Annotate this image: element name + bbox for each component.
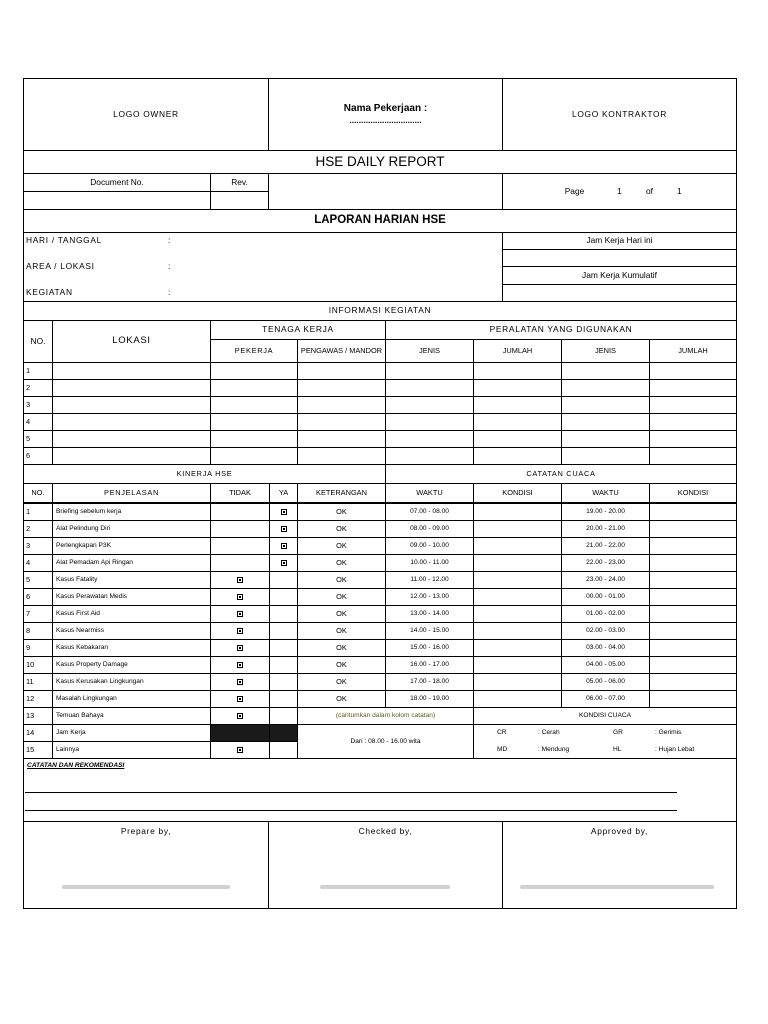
- info-row-cell: [210, 362, 298, 380]
- cuaca-kondisi-2: [649, 588, 737, 606]
- kinerja-row-ya: [269, 588, 298, 606]
- approved-signature-line: [520, 885, 714, 889]
- catatan-line-1: [25, 792, 677, 793]
- cuaca-col-kondisi-2: KONDISI: [649, 483, 737, 503]
- kinerja-row-tidak: [210, 622, 270, 640]
- cuaca-waktu-2: 23.00 - 24.00: [561, 571, 650, 589]
- kinerja-row-tidak: [210, 656, 270, 674]
- row14-tidak-filled: [210, 724, 270, 742]
- kinerja-row-text: Masalah Lingkungan: [52, 690, 211, 708]
- catatan-line-2: [25, 810, 677, 811]
- row15-text: Lainnya: [52, 741, 211, 759]
- cuaca-kondisi-1: [473, 605, 562, 623]
- info-row-cell: [473, 362, 562, 380]
- legend-code-md: MD: [497, 746, 508, 754]
- kinerja-row-ya: [269, 639, 298, 657]
- row13-note: (cantumkan dalam kolom catatan): [297, 707, 474, 725]
- info-row-cell: [297, 396, 386, 414]
- cuaca-kondisi-1: [473, 571, 562, 589]
- kinerja-row-no: 3: [23, 537, 53, 555]
- kinerja-row-keterangan: OK: [297, 656, 386, 674]
- kinerja-row-tidak: [210, 673, 270, 691]
- jam-kerja-kumulatif-value: [502, 284, 737, 302]
- kinerja-row-text: Alat Pemadam Api Ringan: [52, 554, 211, 572]
- kinerja-row-ya: [269, 537, 298, 555]
- page-number: 1: [617, 185, 622, 196]
- kinerja-row-no: 11: [23, 673, 53, 691]
- info-row-cell: [561, 362, 650, 380]
- info-row-cell: [385, 413, 474, 431]
- jumlah-header-1: JUMLAH: [473, 339, 562, 363]
- kinerja-row-no: 2: [23, 520, 53, 538]
- row15-tidak: [210, 741, 270, 759]
- cuaca-col-kondisi-1: KONDISI: [473, 483, 562, 503]
- cuaca-kondisi-1: [473, 690, 562, 708]
- cuaca-kondisi-2: [649, 554, 737, 572]
- cuaca-kondisi-1: [473, 520, 562, 538]
- cuaca-kondisi-2: [649, 571, 737, 589]
- info-row-cell: [210, 396, 298, 414]
- cuaca-kondisi-2: [649, 605, 737, 623]
- cuaca-waktu-2: 04.00 - 05.00: [561, 656, 650, 674]
- kinerja-row-ya: [269, 673, 298, 691]
- jam-kerja-kumulatif-label: Jam Kerja Kumulatif: [502, 266, 737, 285]
- kinerja-row-no: 10: [23, 656, 53, 674]
- kinerja-row-ya: [269, 571, 298, 589]
- kinerja-row-tidak: [210, 605, 270, 623]
- kinerja-row-text: Kasus Nearmiss: [52, 622, 211, 640]
- info-row-cell: [385, 396, 474, 414]
- legend-desc-cr: : Cerah: [538, 729, 560, 737]
- info-row-no: 6: [23, 447, 53, 465]
- info-row-cell: [649, 430, 737, 448]
- cuaca-waktu-1: 11.00 - 12.00: [385, 571, 474, 589]
- cuaca-kondisi-2: [649, 622, 737, 640]
- cuaca-waktu-2: 01.00 - 02.00: [561, 605, 650, 623]
- checked-signature-line: [320, 885, 450, 889]
- info-row-cell: [473, 413, 562, 431]
- legend-desc-hl: : Hujan Lebat: [655, 746, 695, 754]
- rev-label: Rev.: [210, 173, 269, 192]
- cuaca-waktu-1: 17.00 - 18.00: [385, 673, 474, 691]
- cuaca-waktu-1: 09.00 - 10.00: [385, 537, 474, 555]
- hari-tanggal-label: HARI / TANGGAL: [26, 235, 103, 246]
- checkbox-icon: [237, 662, 243, 668]
- info-row-cell: [649, 413, 737, 431]
- cuaca-waktu-2: 21.00 - 22.00: [561, 537, 650, 555]
- info-row-no: 2: [23, 379, 53, 397]
- cuaca-waktu-1: 08.00 - 09.00: [385, 520, 474, 538]
- info-row-lokasi: [52, 379, 211, 397]
- kinerja-row-no: 5: [23, 571, 53, 589]
- document-no-value: [23, 191, 211, 210]
- legend-code-gr: GR: [613, 729, 623, 737]
- kinerja-row-no: 8: [23, 622, 53, 640]
- jumlah-header-2: JUMLAH: [649, 339, 737, 363]
- page-counter: [502, 173, 737, 210]
- kinerja-row-text: Alat Pelindung Diri: [52, 520, 211, 538]
- checkbox-icon: [237, 679, 243, 685]
- info-row-cell: [297, 430, 386, 448]
- jam-kerja-hari-ini-value: [502, 249, 737, 267]
- info-row-cell: [210, 447, 298, 465]
- info-row-lokasi: [52, 430, 211, 448]
- kinerja-row-tidak: [210, 639, 270, 657]
- cuaca-waktu-1: 13.00 - 14.00: [385, 605, 474, 623]
- catatan-cuaca-title: CATATAN CUACA: [385, 464, 737, 484]
- info-row-cell: [561, 413, 650, 431]
- kinerja-row-text: Perlengkapan P3K: [52, 537, 211, 555]
- info-row-cell: [385, 430, 474, 448]
- kinerja-row-text: Kasus Kebakaran: [52, 639, 211, 657]
- cuaca-waktu-2: 22.00 - 23.00: [561, 554, 650, 572]
- row14-text: Jam Kerja: [52, 724, 211, 742]
- peralatan-header: PERALATAN YANG DIGUNAKAN: [385, 320, 737, 340]
- kinerja-row-ya: [269, 503, 298, 521]
- approved-by-label: Approved by,: [590, 826, 649, 837]
- legend-desc-md: : Mendung: [538, 746, 570, 754]
- cuaca-kondisi-2: [649, 639, 737, 657]
- cuaca-waktu-2: 19.00 - 20.00: [561, 503, 650, 521]
- kinerja-row-no: 12: [23, 690, 53, 708]
- info-row-lokasi: [52, 396, 211, 414]
- job-name-label: Nama Pekerjaan :: [343, 102, 428, 114]
- info-row-cell: [297, 413, 386, 431]
- row15-ya: [269, 741, 298, 759]
- pekerja-header: PEKERJA: [210, 339, 298, 363]
- checkbox-icon: [281, 543, 287, 549]
- cuaca-kondisi-1: [473, 622, 562, 640]
- jenis-header-2: JENIS: [561, 339, 650, 363]
- legend-code-hl: HL: [613, 746, 622, 754]
- document-no-label: Document No.: [23, 173, 211, 192]
- kinerja-row-text: Kasus Perawatan Medis: [52, 588, 211, 606]
- checkbox-icon: [237, 577, 243, 583]
- checkbox-icon: [281, 509, 287, 515]
- legend-code-cr: CR: [497, 729, 507, 737]
- checkbox-icon: [237, 713, 243, 719]
- info-row-cell: [210, 379, 298, 397]
- cuaca-kondisi-2: [649, 503, 737, 521]
- info-row-cell: [473, 430, 562, 448]
- info-row-lokasi: [52, 413, 211, 431]
- info-row-cell: [473, 447, 562, 465]
- area-lokasi-colon: :: [168, 261, 171, 272]
- kinerja-col-keterangan: KETERANGAN: [297, 483, 386, 503]
- kinerja-row-ya: [269, 520, 298, 538]
- hari-tanggal-colon: :: [168, 235, 171, 246]
- kinerja-row-no: 4: [23, 554, 53, 572]
- kinerja-row-no: 1: [23, 503, 53, 521]
- page-label: Page: [564, 185, 585, 196]
- info-row-cell: [561, 396, 650, 414]
- cuaca-waktu-1: 14.00 - 15.00: [385, 622, 474, 640]
- info-row-no: 4: [23, 413, 53, 431]
- info-row-no: 1: [23, 362, 53, 380]
- kinerja-row-ya: [269, 622, 298, 640]
- info-row-no: 3: [23, 396, 53, 414]
- cuaca-waktu-1: 18.00 - 19.00: [385, 690, 474, 708]
- row13-tidak: [210, 707, 270, 725]
- cuaca-kondisi-2: [649, 690, 737, 708]
- checkbox-icon: [237, 611, 243, 617]
- cuaca-waktu-1: 16.00 - 17.00: [385, 656, 474, 674]
- kinerja-row-keterangan: OK: [297, 605, 386, 623]
- cuaca-kondisi-1: [473, 503, 562, 521]
- kinerja-row-text: Kasus Property Damage: [52, 656, 211, 674]
- kinerja-row-no: 7: [23, 605, 53, 623]
- kinerja-row-ya: [269, 605, 298, 623]
- kinerja-hse-title: KINERJA HSE: [23, 464, 386, 484]
- info-row-cell: [473, 396, 562, 414]
- kinerja-row-ya: [269, 656, 298, 674]
- kinerja-row-ya: [269, 690, 298, 708]
- info-row-cell: [210, 413, 298, 431]
- row14-no: 14: [23, 724, 53, 742]
- logo-contractor: LOGO KONTRAKTOR: [502, 78, 737, 151]
- kinerja-col-tidak: TIDAK: [210, 483, 270, 503]
- informasi-kegiatan-title: INFORMASI KEGIATAN: [23, 301, 737, 321]
- info-row-cell: [385, 447, 474, 465]
- cuaca-waktu-2: 02.00 - 03.00: [561, 622, 650, 640]
- checkbox-icon: [237, 645, 243, 651]
- cuaca-waktu-2: 03.00 - 04.00: [561, 639, 650, 657]
- info-row-cell: [385, 379, 474, 397]
- jam-kerja-dari: Dari : 08.00 - 16.00 wita: [297, 724, 474, 759]
- info-row-cell: [561, 430, 650, 448]
- info-col-no: NO.: [23, 320, 53, 363]
- cuaca-waktu-1: 07.00 - 08.00: [385, 503, 474, 521]
- cuaca-waktu-1: 12.00 - 13.00: [385, 588, 474, 606]
- info-row-cell: [385, 362, 474, 380]
- kinerja-row-keterangan: OK: [297, 622, 386, 640]
- kinerja-col-no: NO.: [23, 483, 53, 503]
- kinerja-row-keterangan: OK: [297, 554, 386, 572]
- cuaca-col-waktu-2: WAKTU: [561, 483, 650, 503]
- logo-owner: LOGO OWNER: [23, 78, 269, 151]
- kinerja-row-text: Kasus First Aid: [52, 605, 211, 623]
- cuaca-waktu-2: 20.00 - 21.00: [561, 520, 650, 538]
- cuaca-waktu-2: 05.00 - 06.00: [561, 673, 650, 691]
- info-row-cell: [297, 447, 386, 465]
- jam-kerja-hari-ini-label: Jam Kerja Hari ini: [502, 232, 737, 250]
- kegiatan-label: KEGIATAN: [26, 287, 73, 298]
- prepare-signature-line: [62, 885, 230, 889]
- row13-no: 13: [23, 707, 53, 725]
- cuaca-waktu-1: 10.00 - 11.00: [385, 554, 474, 572]
- job-name-dots: ...............................: [349, 115, 422, 126]
- pengawas-header: PENGAWAS / MANDOR: [297, 339, 386, 363]
- tenaga-kerja-header: TENAGA KERJA: [210, 320, 386, 340]
- cuaca-kondisi-2: [649, 520, 737, 538]
- info-row-no: 5: [23, 430, 53, 448]
- catatan-title: CATATAN DAN REKOMENDASI: [27, 762, 125, 770]
- cuaca-kondisi-1: [473, 639, 562, 657]
- report-title: HSE DAILY REPORT: [23, 150, 737, 174]
- info-row-cell: [649, 362, 737, 380]
- kinerja-row-tidak: [210, 690, 270, 708]
- cuaca-kondisi-1: [473, 537, 562, 555]
- kinerja-col-penjelasan: PENJELASAN: [52, 483, 211, 503]
- checkbox-icon: [281, 526, 287, 532]
- kinerja-row-text: Kasus Kerusakan Lingkungan: [52, 673, 211, 691]
- row15-no: 15: [23, 741, 53, 759]
- cuaca-waktu-2: 06.00 - 07.00: [561, 690, 650, 708]
- jenis-header-1: JENIS: [385, 339, 474, 363]
- kegiatan-colon: :: [168, 287, 171, 298]
- header-blank-cell: [268, 173, 503, 210]
- cuaca-waktu-1: 15.00 - 16.00: [385, 639, 474, 657]
- kinerja-row-keterangan: OK: [297, 690, 386, 708]
- cuaca-kondisi-1: [473, 673, 562, 691]
- checked-by-label: Checked by,: [358, 826, 413, 837]
- kinerja-row-ya: [269, 554, 298, 572]
- info-row-cell: [649, 396, 737, 414]
- cuaca-kondisi-2: [649, 537, 737, 555]
- kinerja-row-no: 6: [23, 588, 53, 606]
- info-row-cell: [649, 447, 737, 465]
- page-of: of: [646, 185, 653, 196]
- kinerja-row-keterangan: OK: [297, 588, 386, 606]
- info-row-cell: [297, 362, 386, 380]
- info-row-cell: [561, 447, 650, 465]
- cuaca-kondisi-1: [473, 656, 562, 674]
- cuaca-kondisi-1: [473, 554, 562, 572]
- row13-text: Temuan Bahaya: [52, 707, 211, 725]
- kinerja-row-tidak: [210, 520, 270, 538]
- checkbox-icon: [281, 560, 287, 566]
- kinerja-row-keterangan: OK: [297, 537, 386, 555]
- checkbox-icon: [237, 747, 243, 753]
- kinerja-row-tidak: [210, 571, 270, 589]
- kinerja-row-tidak: [210, 537, 270, 555]
- kinerja-row-keterangan: OK: [297, 520, 386, 538]
- kinerja-row-tidak: [210, 554, 270, 572]
- page-total: 1: [677, 185, 682, 196]
- info-row-cell: [210, 430, 298, 448]
- kinerja-row-text: Kasus Fatality: [52, 571, 211, 589]
- legend-desc-gr: : Gerimis: [655, 729, 682, 737]
- kinerja-row-tidak: [210, 588, 270, 606]
- kinerja-row-keterangan: OK: [297, 639, 386, 657]
- prepare-by-label: Prepare by,: [120, 826, 172, 837]
- info-row-lokasi: [52, 447, 211, 465]
- info-row-cell: [649, 379, 737, 397]
- kinerja-row-tidak: [210, 503, 270, 521]
- cuaca-waktu-2: 00.00 - 01.00: [561, 588, 650, 606]
- rev-value: [210, 191, 269, 210]
- kinerja-row-no: 9: [23, 639, 53, 657]
- info-row-cell: [297, 379, 386, 397]
- kinerja-row-keterangan: OK: [297, 503, 386, 521]
- cuaca-col-waktu-1: WAKTU: [385, 483, 474, 503]
- job-name-cell: [268, 78, 503, 151]
- row13-ya: [269, 707, 298, 725]
- cuaca-kondisi-2: [649, 673, 737, 691]
- cuaca-kondisi-1: [473, 588, 562, 606]
- kinerja-row-text: Briefing sebelum kerja: [52, 503, 211, 521]
- info-col-lokasi: LOKASI: [52, 320, 211, 363]
- info-row-cell: [473, 379, 562, 397]
- area-lokasi-label: AREA / LOKASI: [26, 261, 95, 272]
- kinerja-col-ya: YA: [269, 483, 298, 503]
- cuaca-kondisi-2: [649, 656, 737, 674]
- checkbox-icon: [237, 628, 243, 634]
- kinerja-row-keterangan: OK: [297, 673, 386, 691]
- info-row-lokasi: [52, 362, 211, 380]
- laporan-title: LAPORAN HARIAN HSE: [23, 209, 737, 233]
- kondisi-cuaca-header: KONDISI CUACA: [473, 707, 737, 725]
- row14-ya-filled: [269, 724, 298, 742]
- checkbox-icon: [237, 696, 243, 702]
- kinerja-row-keterangan: OK: [297, 571, 386, 589]
- checkbox-icon: [237, 594, 243, 600]
- info-row-cell: [561, 379, 650, 397]
